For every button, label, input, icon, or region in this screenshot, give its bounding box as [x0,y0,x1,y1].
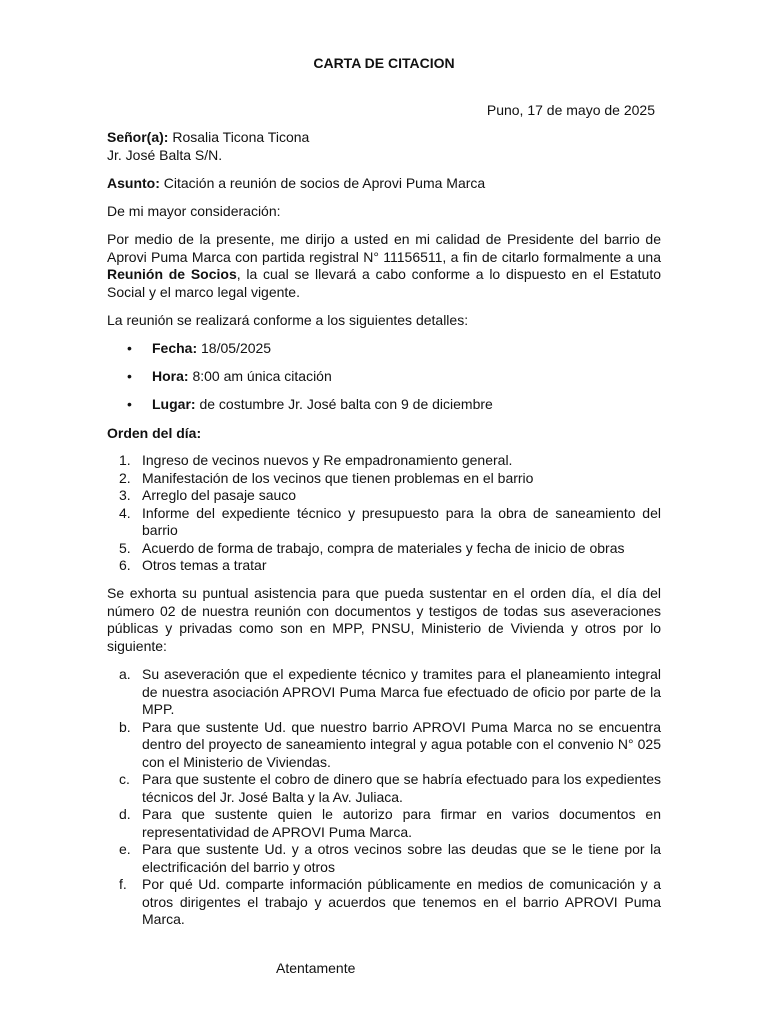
list-item [107,487,661,505]
agenda-text: Arreglo del pasaje sauco [142,487,297,503]
agenda-number: 6. [119,557,131,573]
intro-bold: Reunión de Socios [107,266,237,282]
agenda-text: Informe del expediente técnico y presupuesto para la obra de saneamiento del barrio [142,504,661,538]
detail-value: 18/05/2025 [197,340,272,356]
point-text: Por qué Ud. comparte información públicamente en medios de comunicación y a otros dirigentes el trabajo y acuerdos que tenemos en el barrio APROVI Puma Marca. [142,876,661,927]
agenda-text: Manifestación de los vecinos que tienen problemas en el barrio [142,469,534,486]
point-text: Para que sustente quien le autorizo para firmar en varios documentos en representatividad de APROVI Puma Marca. [142,806,661,840]
exhort-paragraph: Se exhorta su puntual asistencia para que pueda sustentar en el orden día, el día del número 02 de nuestra reunión con documentos y testigos de todas sus aseveraciones públicas y privadas como son en MPP, PNSU, Ministerio de Vivienda y otros por lo siguiente: [107,585,661,654]
list-item [107,368,661,396]
detail-value: de costumbre Jr. José balta con 9 de diciembre [195,396,493,412]
point-letter: a. [119,666,131,682]
list-item [107,719,661,772]
detail-label: Lugar: [152,396,196,412]
agenda-number: 3. [119,487,131,503]
point-letter: f. [119,876,127,892]
agenda-list [107,452,661,575]
point-text: Para que sustente Ud. y a otros vecinos sobre las deudas que se le tiene por la electrificación del barrio y otros [142,841,661,875]
detail-value: 8:00 am única citación [188,368,332,384]
agenda-number: 1. [119,452,131,468]
subject-label: Asunto: [107,175,160,191]
subject-line [107,175,661,193]
list-item [107,876,661,929]
point-text: Para que sustente el cobro de dinero que se habría efectuado para los expedientes técnicos del Jr. José Balta y la Av. Juliaca. [142,771,661,805]
list-item [107,771,661,806]
list-item [107,470,661,488]
point-text: Su aseveración que el expediente técnico y tramites para el planeamiento integral de nuestra asociación APROVI Puma Marca fue efectuado de oficio por parte de la MPP. [142,666,661,717]
agenda-number: 4. [119,504,131,521]
list-item [107,557,661,575]
points-list [107,666,661,929]
agenda-number: 5. [119,539,131,556]
details-list [107,340,661,424]
details-intro: La reunión se realizará conforme a los siguientes detalles: [107,312,469,328]
closing-text: Atentamente [276,960,356,976]
point-letter: d. [119,806,131,822]
point-letter: c. [119,771,130,787]
letter-title: CARTA DE CITACION [313,55,455,71]
intro-paragraph [107,231,661,301]
recipient-line [107,129,309,147]
list-item [107,340,661,368]
intro-text-before: Por medio de la presente, me dirijo a usted en mi calidad de Presidente del barrio de Aprovi Puma Marca con partida registral N° 11156511, a fin de citarlo formalmente a una [107,231,661,265]
recipient-address: Jr. José Balta S/N. [107,147,223,163]
agenda-text: Otros temas a tratar [142,557,267,573]
recipient-label: Señor(a): [107,129,169,145]
list-item [107,540,661,558]
intro-text-after: , la cual se llevará a cabo conforme a lo dispuesto en el Estatuto Social y el marco legal vigente. [107,266,662,300]
list-item [107,396,661,424]
greeting: De mi mayor consideración: [107,203,281,219]
list-item [107,666,661,719]
list-item [107,452,661,470]
letter-date: Puno, 17 de mayo de 2025 [486,102,655,118]
point-text: Para que sustente Ud. que nuestro barrio APROVI Puma Marca no se encuentra dentro del proyecto de saneamiento integral y agua potable con el convenio N° 025 con el Ministerio de Viviendas. [142,718,661,770]
agenda-text: Ingreso de vecinos nuevos y Re empadronamiento general. [142,452,513,468]
list-item [107,505,661,540]
point-letter: e. [119,841,131,857]
list-item [107,806,661,841]
agenda-title: Orden del día: [107,425,202,441]
point-letter: b. [119,718,131,735]
subject-text: Citación a reunión de socios de Aprovi Puma Marca [159,175,486,191]
agenda-number: 2. [119,469,131,486]
recipient-name: Rosalia Ticona Ticona [168,129,310,145]
list-item [107,841,661,876]
agenda-text: Acuerdo de forma de trabajo, compra de materiales y fecha de inicio de obras [142,539,625,556]
detail-label: Hora: [152,368,189,384]
detail-label: Fecha: [152,340,198,356]
